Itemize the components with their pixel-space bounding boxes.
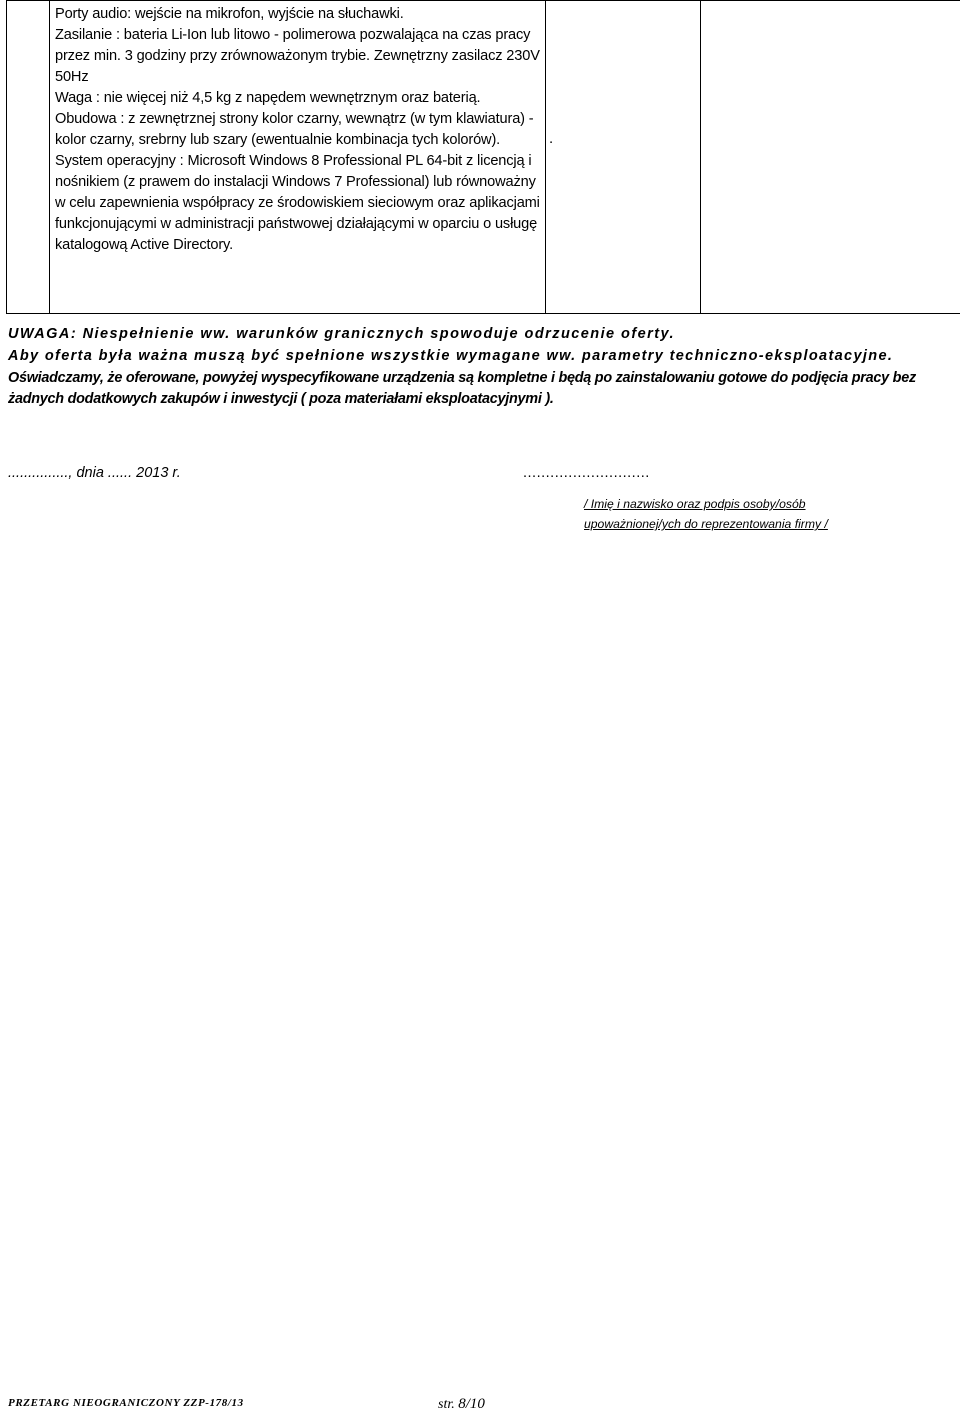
signature-line: ............................: [523, 465, 650, 481]
spec-operating-system: System operacyjny : Microsoft Windows 8 Professional PL 64-bit z licencją i nośnikiem (z prawem do instalacji Windows 7 Professional) lub równoważny w celu zapewnienia współpracy ze środowiskiem sieciowym oraz aplikacjami funkcjonującymi w administracji państwowej działającymi w oparciu o usługę katalogową Active Directory.: [55, 153, 540, 253]
signature-caption: [584, 494, 828, 534]
spec-weight: Waga : nie więcej niż 4,5 kg z napędem wewnętrznym oraz baterią.: [55, 90, 481, 106]
lp-cell: [7, 1, 50, 314]
place-date-line: ..............., dnia ...... 2013 r.: [8, 465, 181, 481]
footer-page-number: [438, 1396, 485, 1413]
spec-case: Obudowa : z zewnętrznej strony kolor czarny, wewnątrz (w tym klawiatura) - kolor czarny, srebrny lub szary (ewentualnie kombinacja tych kolorów).: [55, 111, 534, 148]
warning-line-1: UWAGA: Niespełnienie ww. warunków granicznych spowoduje odrzucenie oferty.: [8, 326, 675, 342]
spec-power-supply: Zasilanie : bateria Li-Ion lub litowo - polimerowa pozwalająca na czas pracy przez min. 3 godziny przy zrównoważonym trybie. Zewnętrzny zasilacz 230V 50Hz: [55, 27, 540, 85]
page-value: 8/10: [458, 1396, 485, 1412]
signature-caption-line-1: / Imię i nazwisko oraz podpis osoby/osób: [584, 497, 806, 511]
offer-mark: .: [549, 130, 554, 147]
offered-parameters-cell: [546, 1, 701, 314]
notes-cell: [701, 1, 960, 314]
declaration-text: Oświadczamy, że oferowane, powyżej wyspecyfikowane urządzenia są kompletne i będą po zainstalowaniu gotowe do podjęcia pracy bez żadnych dodatkowych zakupów i inwestycji ( poza materiałami eksploatacyjnymi ).: [8, 370, 916, 407]
footer-tender-id: PRZETARG NIEOGRANICZONY ZZP-178/13: [8, 1397, 244, 1409]
specification-table: [6, 0, 960, 314]
warning-line-2: Aby oferta była ważna muszą być spełnione wszystkie wymagane ww. parametry techniczno-eksploatacyjne.: [8, 348, 894, 364]
spec-audio-ports: Porty audio: wejście na mikrofon, wyjście na słuchawki.: [55, 6, 404, 22]
page-prefix: str.: [438, 1397, 455, 1412]
signature-caption-line-2: upoważnionej/ych do reprezentowania firmy /: [584, 517, 828, 531]
required-parameters-cell: [50, 1, 546, 314]
